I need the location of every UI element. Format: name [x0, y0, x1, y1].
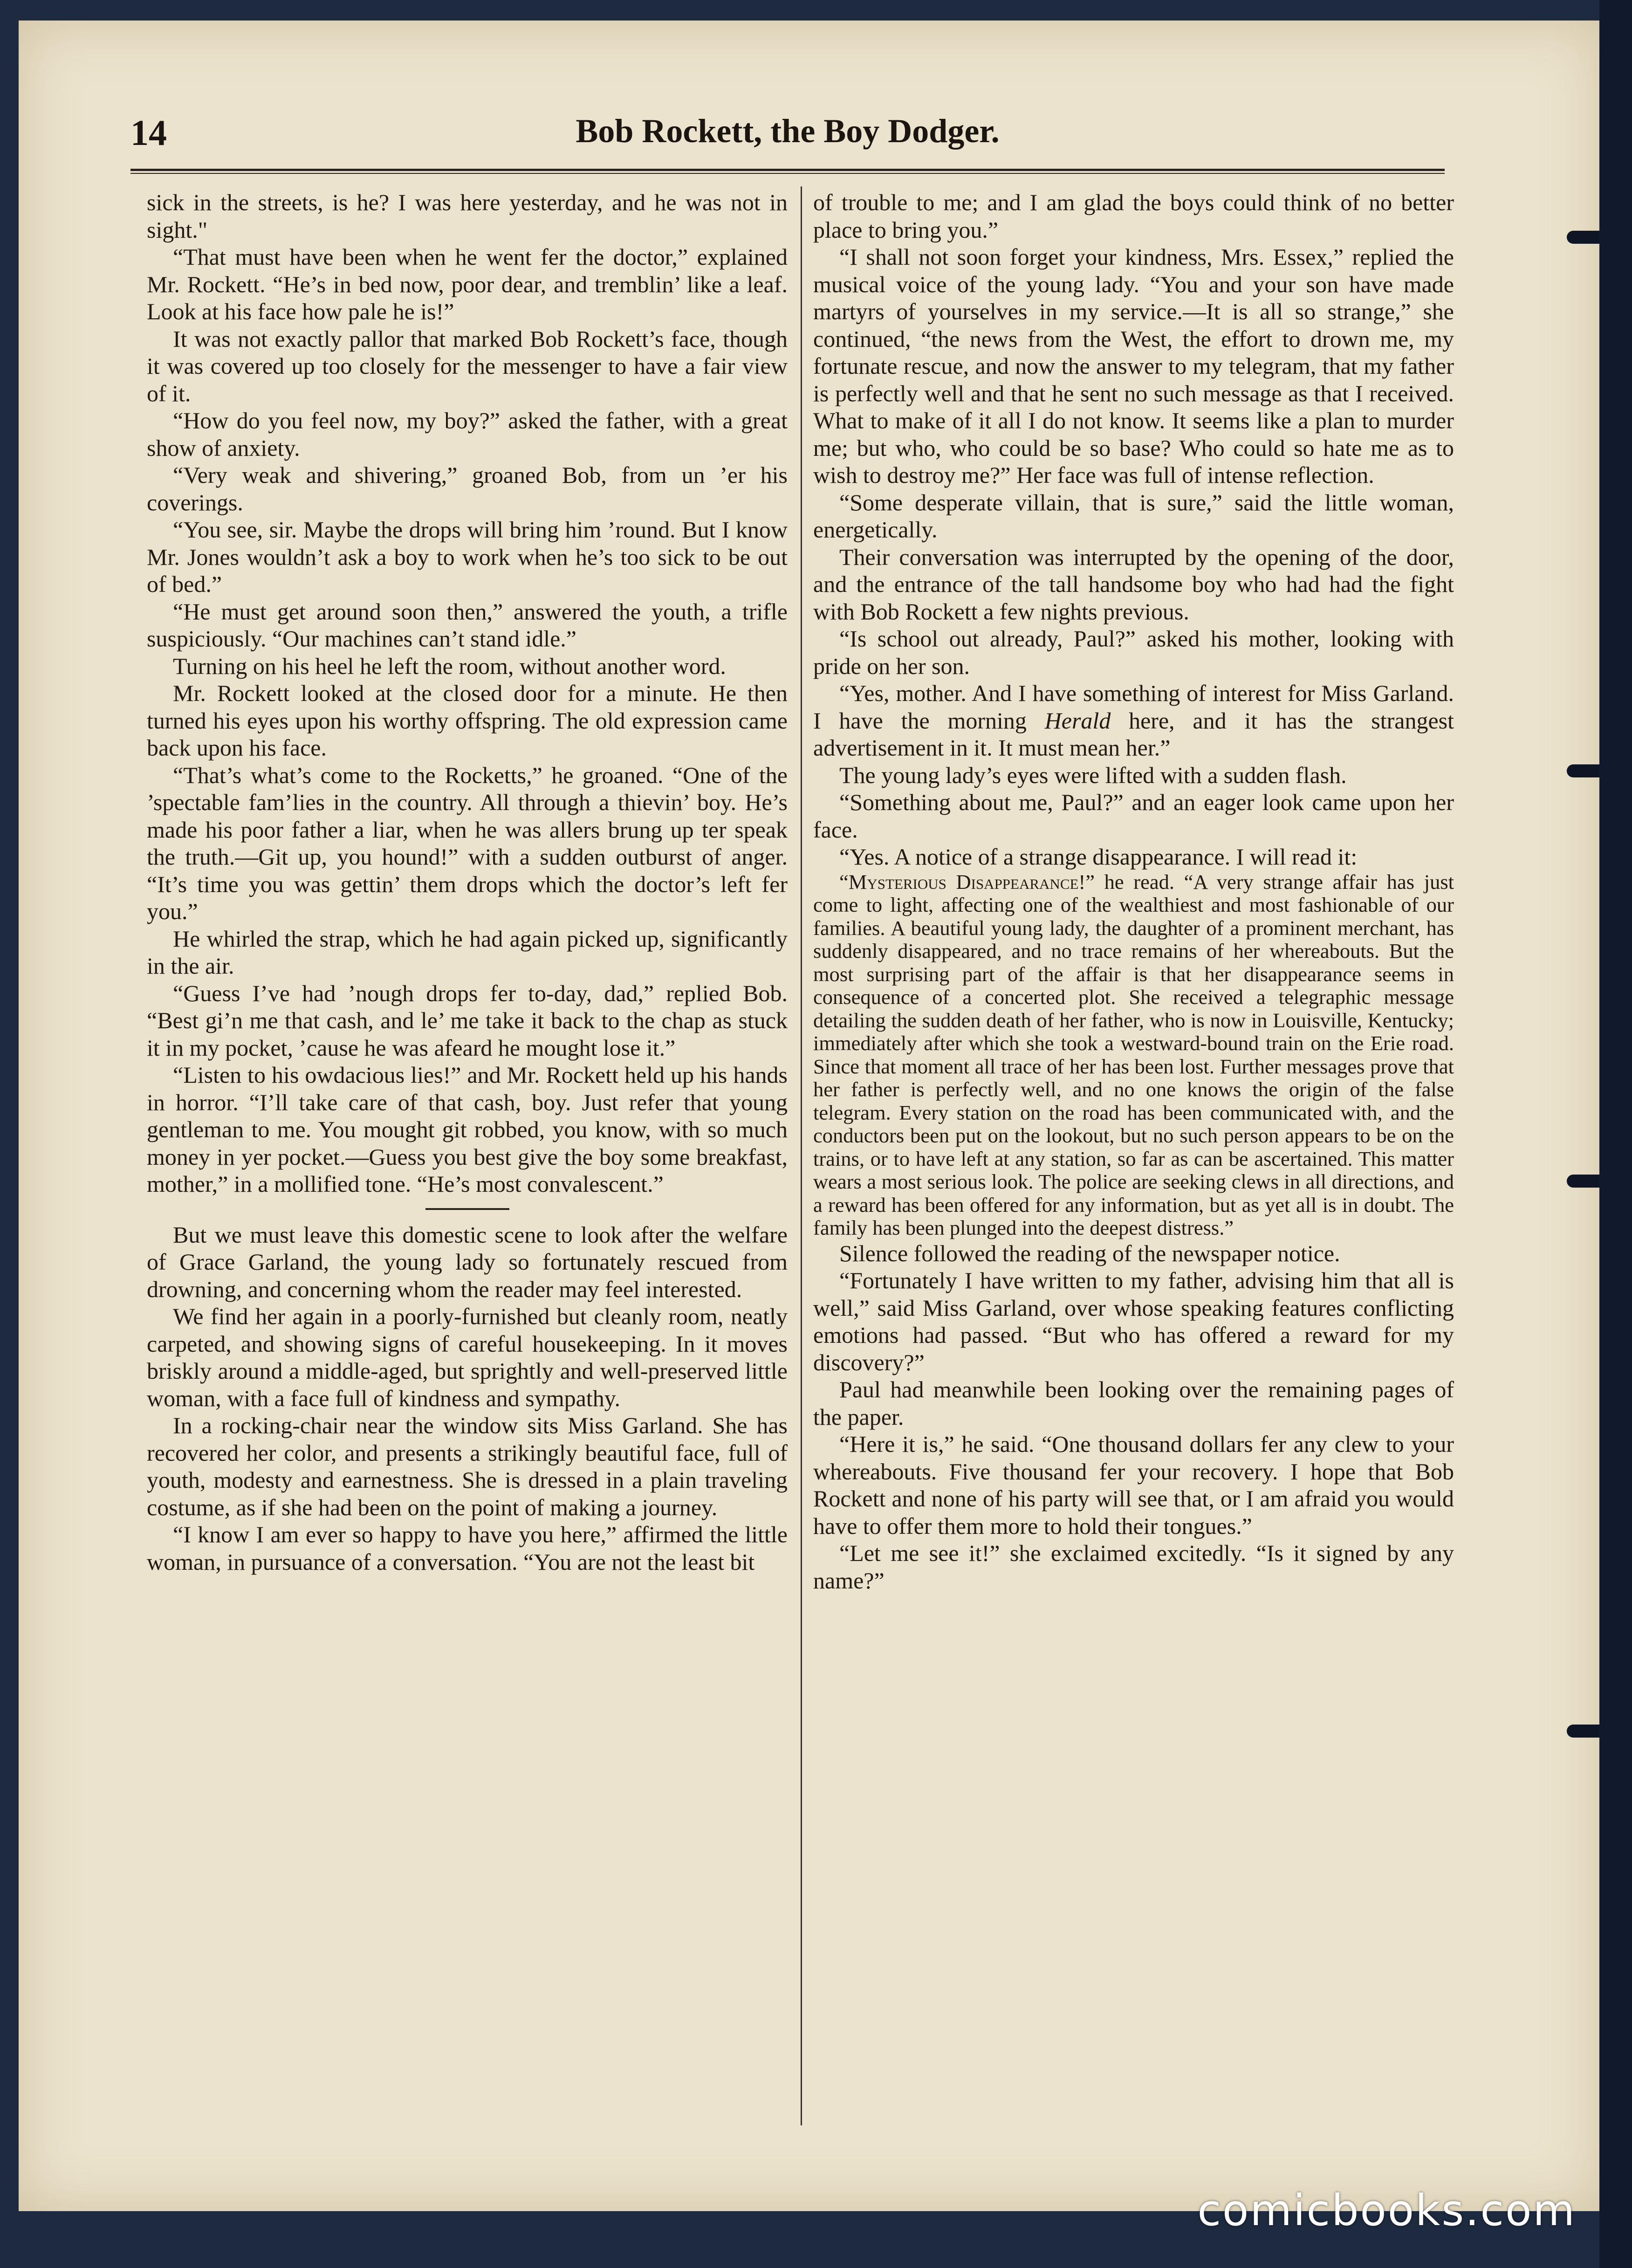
text-run: “Yes, mother. And I have something of interest for Miss Garland. I have the morning — [813, 680, 1454, 734]
paragraph: “Is school out already, Paul?” asked his mother, looking with pride on her son. — [813, 625, 1454, 679]
paragraph: “Let me see it!” she exclaimed excitedly. “Is it signed by any name?” — [813, 1540, 1454, 1594]
binding-stitch — [1567, 1175, 1599, 1188]
paragraph: Paul had meanwhile been looking over the remaining pages of the paper. — [813, 1376, 1454, 1430]
paragraph: “I shall not soon forget your kindness, Mrs. Essex,” replied the musical voice of the young lady. “You and your son have made martyrs of yourselves in my service.—It is all so strange,” she continued, “the news from the West, the effort to drown me, my fortunate rescue, and now the answer to my telegram, that my father is perfectly well and that he sent no such message as that I received. What to make of it all I do not know. It seems like a plan to murder me; but who, who could be so base? Who could so hate me as to wish to destroy me?” Her face was full of intense reflection. — [813, 244, 1454, 488]
paragraph: “Very weak and shivering,” groaned Bob, from un ’er his coverings. — [147, 462, 788, 515]
paragraph: Mr. Rockett looked at the closed door for a minute. He then turned his eyes upon his worthy offspring. The old expression came back upon his face. — [147, 680, 788, 761]
paragraph — [813, 680, 1454, 762]
paragraph: “Fortunately I have written to my father, advising him that all is well,” said Miss Garland, over whose speaking features conflicting emotions had passed. “But who has offered a reward for my discovery?” — [813, 1267, 1454, 1375]
binding-stitch — [1567, 764, 1599, 777]
binding-strip — [1599, 0, 1632, 2268]
paragraph: “You see, sir. Maybe the drops will bring him ’round. But I know Mr. Jones wouldn’t ask a boy to work when he’s too sick to be out of bed.” — [147, 516, 788, 597]
paragraph: “Here it is,” he said. “One thousand dollars fer any clew to your whereabouts. Five thousand fer your recovery. I hope that Bob Rockett and none of his party will see that, or I am afraid you would have to offer them more to hold their tongues.” — [813, 1431, 1454, 1539]
left-column — [147, 189, 788, 2137]
binding-stitch — [1567, 1725, 1599, 1738]
paragraph: “He must get around soon then,” answered the youth, a trifle suspiciously. “Our machines can’t stand idle.” — [147, 598, 788, 652]
header-rule — [130, 169, 1445, 174]
paragraph: But we must leave this domestic scene to look after the welfare of Grace Garland, the young lady so fortunately rescued from drowning, and concerning whom the reader may feel interested. — [147, 1221, 788, 1302]
paragraph: “How do you feel now, my boy?” asked the father, with a great show of anxiety. — [147, 407, 788, 461]
paragraph: “Some desperate villain, that is sure,” said the little woman, energetically. — [813, 489, 1454, 543]
notice-body: ” he read. “A very strange affair has just come to light, affecting one of the wealthiest and most fashionable of our families. A beautiful young lady, the daughter of a prominent merchant, has suddenly disappeared, and no trace remains of her whereabouts. But the most surprising part of the affair is that her disappearance seems in consequence of a concerted plot. She received a telegraphic message detailing the sudden death of her father, who is now in Louisville, Kentucky; immediately after which she took a westward-bound train on the Erie road. Since that moment all trace of her has been lost. Further messages prove that her father is perfectly well, and no one knows the origin of the false telegram. Every station on the road has been communicated with, and the conductors been put on the lookout, but no such person appears to be on the trains, or to have left at any station, so far as can be ascertained. This matter wears a most serious look. The police are seeking clews in all directions, and a reward has been offered for any information, but as yet all is in doubt. The family has been plunged into the deepest distress.” — [813, 870, 1454, 1239]
scene-break-rule — [425, 1208, 509, 1210]
paragraph: “Yes. A notice of a strange disappearance. I will read it: — [839, 844, 1358, 870]
paragraph: sick in the streets, is he? I was here yesterday, and he was not in sight." — [147, 189, 788, 243]
notice-headline: “Mysterious Disappearance! — [839, 870, 1086, 893]
paragraph: “I know I am ever so happy to have you here,” affirmed the little woman, in pursuance of a conversation. “You are not the least bit — [147, 1521, 788, 1575]
paragraph: In a rocking-chair near the window sits Miss Garland. She has recovered her color, and presents a strikingly beautiful face, full of youth, modesty and earnestness. She is dressed in a plain traveling costume, as if she had been on the point of making a journey. — [147, 1412, 788, 1520]
paragraph: of trouble to me; and I am glad the boys could think of no better place to bring you.” — [813, 189, 1454, 243]
paragraph: “That must have been when he went fer the doctor,” explained Mr. Rockett. “He’s in bed now, poor dear, and tremblin’ like a leaf. Look at his face how pale he is!” — [147, 244, 788, 324]
paragraph: “Something about me, Paul?” and an eager look came upon her face. — [813, 789, 1454, 843]
paragraph: “Guess I’ve had ’nough drops fer to-day, dad,” replied Bob. “Best gi’n me that cash, and le’ me take it back to the chap as stuck it in my pocket, ’cause he was afeard he mought lose it.” — [147, 980, 788, 1061]
paragraph: The young lady’s eyes were lifted with a sudden flash. — [839, 762, 1347, 788]
newspaper-name: Herald — [1044, 707, 1111, 734]
paragraph: We find her again in a poorly-furnished but cleanly room, neatly carpeted, and showing signs of careful housekeeping. In it moves briskly around a middle-aged, but sprightly and well-preserved little woman, with a face full of kindness and sympathy. — [147, 1303, 788, 1411]
paragraph: “That’s what’s come to the Rocketts,” he groaned. “One of the ’spectable fam’lies in the country. All through a thievin’ boy. He’s made his poor father a liar, when he was allers brung up ter speak the truth.—Git up, you hound!” with a sudden outburst of anger. “It’s time you was gettin’ them drops which the doctor’s left fer you.” — [147, 762, 788, 924]
text-run: here, and it has the strangest advertisement in it. It must mean her.” — [813, 707, 1454, 761]
page-header — [130, 107, 1445, 163]
binding-stitch — [1567, 231, 1599, 244]
paragraph: Turning on his heel he left the room, without another word. — [173, 653, 726, 679]
right-column — [813, 189, 1454, 2137]
paragraph: Their conversation was interrupted by the opening of the door, and the entrance of the tall handsome boy who had had the fight with Bob Rockett a few nights previous. — [813, 543, 1454, 625]
watermark-text: comicbooks.com — [1197, 2186, 1576, 2235]
paragraph: It was not exactly pallor that marked Bob Rockett’s face, though it was covered up too closely for the messenger to have a fair view of it. — [147, 325, 788, 406]
running-title: Bob Rockett, the Boy Dodger. — [576, 112, 1000, 150]
paragraph: Silence followed the reading of the newspaper notice. — [839, 1240, 1340, 1266]
newspaper-notice — [813, 871, 1454, 1240]
paragraph: He whirled the strap, which he had again picked up, significantly in the air. — [147, 925, 788, 979]
page-number: 14 — [130, 112, 167, 153]
paragraph: “Listen to his owdacious lies!” and Mr. Rockett held up his hands in horror. “I’ll take care of that cash, boy. Just refer that young gentleman to me. You mought git robbed, you know, with so much money in yer pocket.—Guess you best give the boy some breakfast, mother,” in a mollified tone. “He’s most convalescent.” — [147, 1062, 788, 1197]
column-divider — [801, 186, 802, 2125]
